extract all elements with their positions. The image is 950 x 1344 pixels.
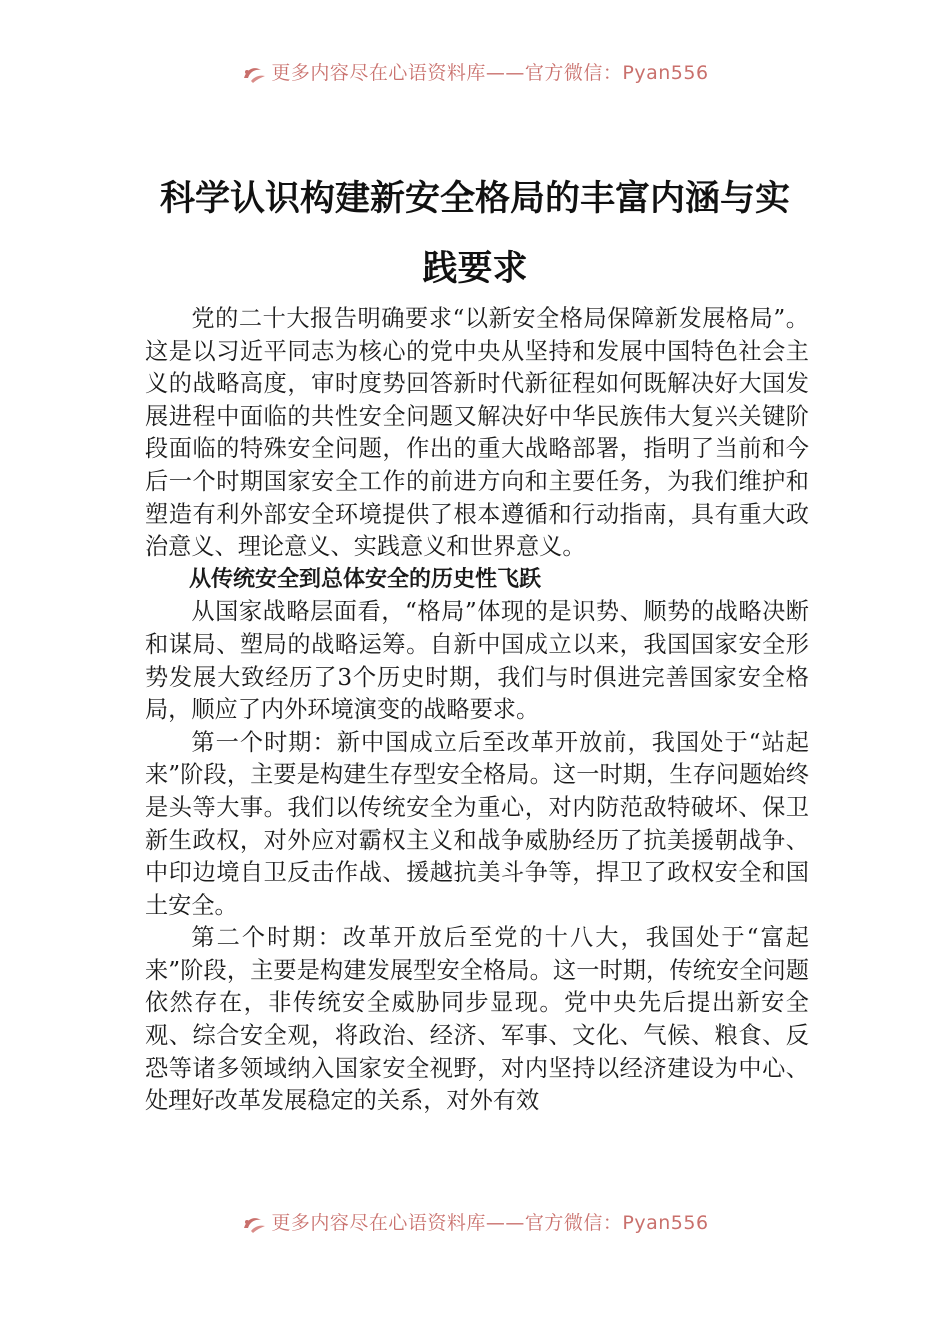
watermark-footer <box>0 1208 950 1235</box>
watermark-text: 更多内容尽在心语资料库——官方微信：Pyan556 <box>271 62 709 84</box>
paragraph-intro: 党的二十大报告明确要求“以新安全格局保障新发展格局”。这是以习近平同志为核心的党中央从坚持和发展中国特色社会主义的战略高度，审时度势回答新时代新征程如何既解决好大国发展进程中面临的共性安全问题又解决好中华民族伟大复兴关键阶段面临的特殊安全问题，作出的重大战略部署，指明了当前和今后一个时期国家安全工作的前进方向和主要任务，为我们维护和塑造有利外部安全环境提供了根本遵循和行动指南，具有重大政治意义、理论意义、实践意义和世界意义。 <box>145 305 809 561</box>
section-heading: 从传统安全到总体安全的历史性飞跃 <box>189 566 542 592</box>
document-title-line-1: 科学认识构建新安全格局的丰富内涵与实 <box>159 178 790 219</box>
watermark-text: 更多内容尽在心语资料库——官方微信：Pyan556 <box>271 1212 709 1234</box>
document-body <box>145 303 809 1118</box>
watermark-header <box>0 58 950 85</box>
brand-logo-icon <box>241 64 267 84</box>
brand-logo-icon <box>241 1214 267 1234</box>
paragraph-strategy: 从国家战略层面看，“格局”体现的是识势、顺势的战略决断和谋局、塑局的战略运筹。自新中国成立以来，我国国家安全形势发展大致经历了3个历史时期，我们与时俱进完善国家安全格局，顺应了内外环境演变的战略要求。 <box>145 598 809 724</box>
document-title-line-2: 践要求 <box>422 248 528 289</box>
paragraph-period-one: 第一个时期：新中国成立后至改革开放前，我国处于“站起来”阶段，主要是构建生存型安全格局。这一时期，生存问题始终是头等大事。我们以传统安全为重心，对内防范敌特破坏、保卫新生政权，对外应对霸权主义和战争威胁经历了抗美援朝战争、中印边境自卫反击作战、援越抗美斗争等，捍卫了政权安全和国土安全。 <box>145 728 809 919</box>
paragraph-period-two: 第二个时期：改革开放后至党的十八大，我国处于“富起来”阶段，主要是构建发展型安全格局。这一时期，传统安全问题依然存在，非传统安全威胁同步显现。党中央先后提出新安全观、综合安全观，将政治、经济、军事、文化、气候、粮食、反恐等诸多领域纳入国家安全视野，对内坚持以经济建设为中心、处理好改革发展稳定的关系，对外有效 <box>145 924 809 1115</box>
